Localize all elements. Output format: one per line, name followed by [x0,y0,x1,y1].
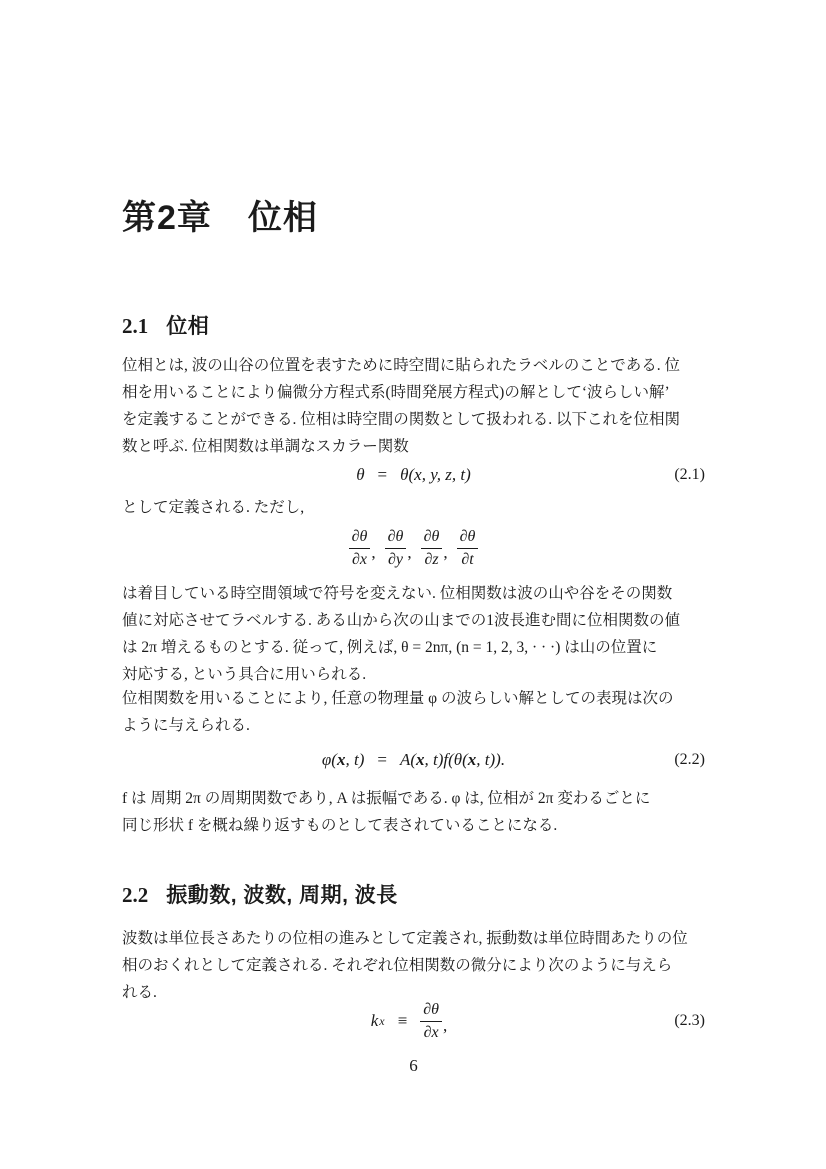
fraction-denominator: ∂z [424,550,439,568]
equation-derivatives [122,527,705,569]
fraction [420,1001,442,1041]
text-line: 相を用いることにより偏微分方程式系(時間発展方程式)の解として‘波らしい解’ [122,384,670,401]
equation-body [322,750,505,770]
eq-term: , t)f(θ( [424,750,468,769]
equation-2-3 [122,1000,705,1042]
eq-subscript: x [379,1013,385,1028]
page-number: 6 [409,1056,418,1075]
comma: , [443,543,448,563]
section-number: 2.1 [122,314,149,338]
text-line: 波数は単位長さあたりの位相の進みとして定義され, 振動数は単位時間あたりの位 [122,930,688,947]
equation-body [371,1001,456,1041]
text-line: は着目している時空間領域で符号を変えない. 位相関数は波の山や谷をその関数 [122,585,673,602]
equation-number: (2.3) [674,1012,705,1029]
eq-term: φ( [321,750,337,769]
eq-lhs: k [370,1011,379,1030]
fraction-numerator: ∂θ [457,528,479,549]
comma: , [442,1016,448,1036]
paragraph-wavenumber [122,925,705,1006]
text-line: 位相関数を用いることにより, 任意の物理量 φ の波らしい解としての表現は次の [122,690,674,707]
fraction [349,528,371,568]
fraction [421,528,443,568]
text-line: を定義することができる. 位相は時空間の関数として扱われる. 以下これを位相関 [122,411,681,428]
eq-term: , t) [345,750,365,769]
eq-relation: = [377,465,388,484]
eq-relation: = [377,750,387,769]
eq-term: , t)). [476,750,506,769]
fraction-numerator: ∂θ [420,1001,442,1022]
fraction-denominator: ∂x [423,1023,439,1041]
eq-bold-x: x [416,750,425,769]
equation-body [356,465,471,485]
section-heading-2-1 [122,313,705,340]
comma: , [371,543,376,563]
text-line: 値に対応させてラベルする. ある山から次の山までの1波長進む間に位相関数の値 [122,612,681,629]
fraction-numerator: ∂θ [349,528,371,549]
chapter-title: 位相 [247,199,318,237]
text-line: 位相とは, 波の山谷の位置を表すために時空間に貼られたラベルのことである. 位 [122,357,681,374]
text-line: は 2π 増えるものとする. 従って, 例えば, θ = 2nπ, (n = 1, 2, 3, · · ·) は山の位置に [122,639,658,656]
chapter-number: 第2章 [122,199,212,237]
text-line: f は 周期 2π の周期関数であり, A は振幅である. φ は, 位相が 2π 変わるごとに [122,790,651,807]
eq-relation: ≡ [397,1011,408,1030]
fraction-numerator: ∂θ [421,528,443,549]
comma: , [407,543,412,563]
equation-2-1 [122,458,705,492]
fraction [457,528,479,568]
paragraph-intro [122,352,705,460]
equation-body [349,528,479,568]
eq-bold-x: x [467,750,477,769]
text-line: れる. [122,984,157,1001]
text-line: 相のおくれとして定義される. それぞれ位相関数の微分により次のように与えら [122,957,673,974]
chapter-heading [122,197,705,240]
section-heading-2-2 [122,882,705,909]
fraction-denominator: ∂t [461,550,474,568]
equation-number: (2.1) [674,466,705,483]
fraction-denominator: ∂y [387,550,403,568]
section-title: 位相 [166,315,210,338]
equation-2-2 [122,744,705,776]
text-line: 対応する, という具合に用いられる. [122,666,367,683]
paragraph-connector [122,494,705,521]
section-title: 振動数, 波数, 周期, 波長 [166,884,398,907]
eq-rhs: θ(x, y, z, t) [400,465,471,484]
paragraph-labeling [122,580,705,688]
text-line: 同じ形状 f を概ね繰り返すものとして表されていることになる. [122,817,558,834]
text-line: として定義される. ただし, [122,499,305,516]
fraction-numerator: ∂θ [385,528,407,549]
eq-term: A( [399,750,417,769]
paragraph-periodic [122,785,705,839]
fraction [385,528,407,568]
equation-number: (2.2) [674,751,705,768]
text-line: 数と呼ぶ. 位相関数は単調なスカラー関数 [122,438,409,455]
eq-bold-x: x [336,750,346,769]
eq-lhs: θ [356,465,365,484]
fraction-denominator: ∂x [351,550,367,568]
section-number: 2.2 [122,883,149,907]
paragraph-expression [122,685,705,739]
text-line: ように与えられる. [122,717,250,734]
